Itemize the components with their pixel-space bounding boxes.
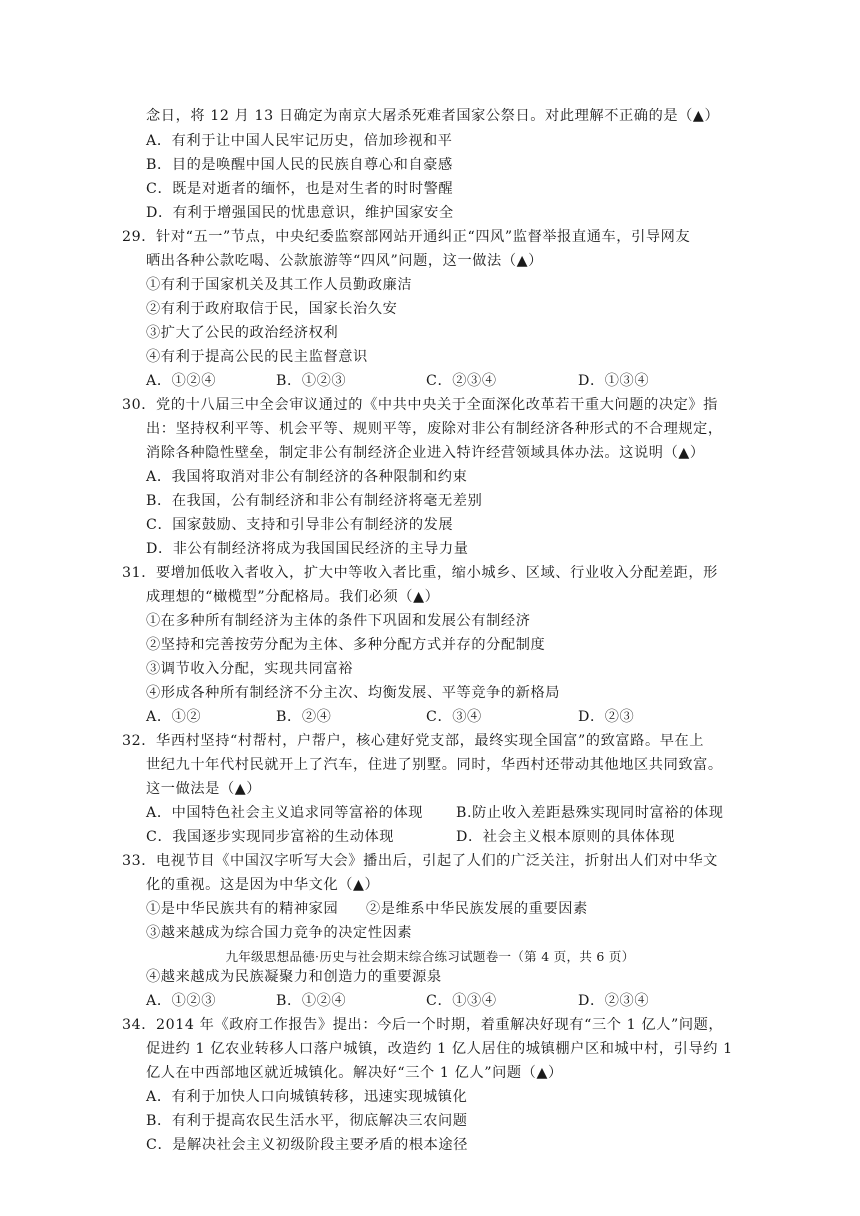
q30-option-c: C．国家鼓励、支持和引导非公有制经济的发展	[146, 517, 454, 533]
q28-stem-continuation: 念日，将 12 月 13 日确定为南京大屠杀死难者国家公祭日。对此理解不正确的是（▲）	[146, 108, 720, 124]
q34-stem-line-2: 促进约 1 亿农业转移人口落户城镇，改造约 1 亿人居住的城镇棚户区和城中村，引导约 1	[146, 1041, 733, 1057]
q31-choice-d: D．②③	[578, 709, 635, 725]
q29-choice-c: C．②③④	[426, 373, 497, 389]
q28-option-d: D．有利于增强国民的忧患意识，维护国家安全	[146, 205, 454, 221]
q29-choice-d: D．①③④	[578, 373, 650, 389]
q34-stem-line-1: 34．2014 年《政府工作报告》提出：今后一个时期，着重解决好现有“三个 1 亿人”问题，	[122, 1017, 724, 1033]
q32-option-c: C．我国逐步实现同步富裕的生动体现	[146, 829, 395, 845]
q29-item-4: ④有利于提高公民的民主监督意识	[146, 349, 368, 365]
q31-stem-line-2: 成理想的“橄榄型”分配格局。我们必须（▲）	[146, 589, 440, 605]
q32-stem-line-3: 这一做法是（▲）	[146, 781, 262, 797]
q28-option-b: B．目的是唤醒中国人民的民族自尊心和自豪感	[146, 157, 453, 173]
q33-stem-line-1: 33．电视节目《中国汉字听写大会》播出后，引起了人们的广泛关注，折射出人们对中华文	[122, 853, 718, 869]
q30-stem-line-1: 30．党的十八届三中全会审议通过的《中共中央关于全面深化改革若干重大问题的决定》指	[122, 397, 718, 413]
q31-stem-line-1: 31．要增加低收入者收入，扩大中等收入者比重，缩小城乡、区域、行业收入分配差距，形	[122, 565, 718, 581]
q29-stem-line-1: 29．针对“五一”节点，中央纪委监察部网站开通纠正“四风”监督举报直通车，引导网友	[122, 229, 691, 245]
q33-item-1: ①是中华民族共有的精神家园	[146, 901, 339, 917]
q33-stem-line-2: 化的重视。这是因为中华文化（▲）	[146, 877, 380, 893]
q33-item-2: ②是维系中华民族发展的重要因素	[366, 901, 588, 917]
q28-option-c: C．既是对逝者的缅怀，也是对生者的时时警醒	[146, 181, 454, 197]
q29-stem-line-2: 晒出各种公款吃喝、公款旅游等“四风”问题，这一做法（▲）	[146, 253, 543, 269]
q32-option-a: A．中国特色社会主义追求同等富裕的体现	[146, 805, 424, 821]
q29-item-1: ①有利于国家机关及其工作人员勤政廉洁	[146, 277, 413, 293]
q31-choice-c: C．③④	[426, 709, 482, 725]
q32-stem-line-2: 世纪九十年代村民就开上了汽车，住进了别墅。同时，华西村还带动其他地区共同致富。	[146, 757, 723, 773]
q30-stem-line-3: 消除各种隐性壁垒，制定非公有制经济企业进入特许经营领域具体办法。这说明（▲）	[146, 445, 705, 461]
q33-choice-d: D．②③④	[578, 993, 650, 1009]
q33-choice-a: A．①②③	[146, 993, 216, 1009]
q29-choice-b: B．①②③	[276, 373, 347, 389]
q31-item-4: ④形成各种所有制经济不分主次、均衡发展、平等竞争的新格局	[146, 685, 561, 701]
q31-choice-a: A．①②	[146, 709, 202, 725]
q30-stem-line-2: 出：坚持权利平等、机会平等、规则平等，废除对非公有制经济各种形式的不合理规定，	[146, 421, 723, 437]
q30-option-b: B．在我国，公有制经济和非公有制经济将毫无差别	[146, 493, 483, 509]
q34-option-b: B．有利于提高农民生活水平，彻底解决三农问题	[146, 1113, 468, 1129]
q31-choice-b: B．②④	[276, 709, 332, 725]
q33-item-3: ③越来越成为综合国力竞争的决定性因素	[146, 925, 413, 941]
q34-option-a: A．有利于加快人口向城镇转移，迅速实现城镇化	[146, 1089, 468, 1105]
q29-choice-a: A．①②④	[146, 373, 216, 389]
q32-option-d: D．社会主义根本原则的具体体现	[456, 829, 676, 845]
q33-choice-b: B．①②④	[276, 993, 347, 1009]
q31-item-1: ①在多种所有制经济为主体的条件下巩固和发展公有制经济	[146, 613, 531, 629]
q29-item-2: ②有利于政府取信于民，国家长治久安	[146, 301, 398, 317]
q32-option-b: B.防止收入差距悬殊实现同时富裕的体现	[456, 805, 724, 821]
q32-stem-line-1: 32．华西村坚持“村帮村，户帮户，核心建好党支部，最终实现全国富”的致富路。早在上	[122, 733, 705, 749]
q34-stem-line-3: 亿人在中西部地区就近城镇化。解决好“三个 1 亿人”问题（▲）	[146, 1065, 563, 1081]
q29-item-3: ③扩大了公民的政治经济权利	[146, 325, 339, 341]
q28-option-a: A．有利于让中国人民牢记历史，倍加珍视和平	[146, 133, 453, 149]
q33-choice-c: C．①③④	[426, 993, 497, 1009]
q34-option-c: C．是解决社会主义初级阶段主要矛盾的根本途径	[146, 1137, 468, 1153]
q31-item-2: ②坚持和完善按劳分配为主体、多种分配方式并存的分配制度	[146, 637, 546, 653]
q30-option-d: D．非公有制经济将成为我国国民经济的主导力量	[146, 541, 469, 557]
q31-item-3: ③调节收入分配，实现共同富裕	[146, 661, 354, 677]
q33-item-4: ④越来越成为民族凝聚力和创造力的重要源泉	[146, 969, 442, 985]
q30-option-a: A．我国将取消对非公有制经济的各种限制和约束	[146, 469, 468, 485]
page-footer: 九年级思想品德·历史与社会期末综合练习试题卷一（第 4 页，共 6 页）	[225, 949, 635, 964]
